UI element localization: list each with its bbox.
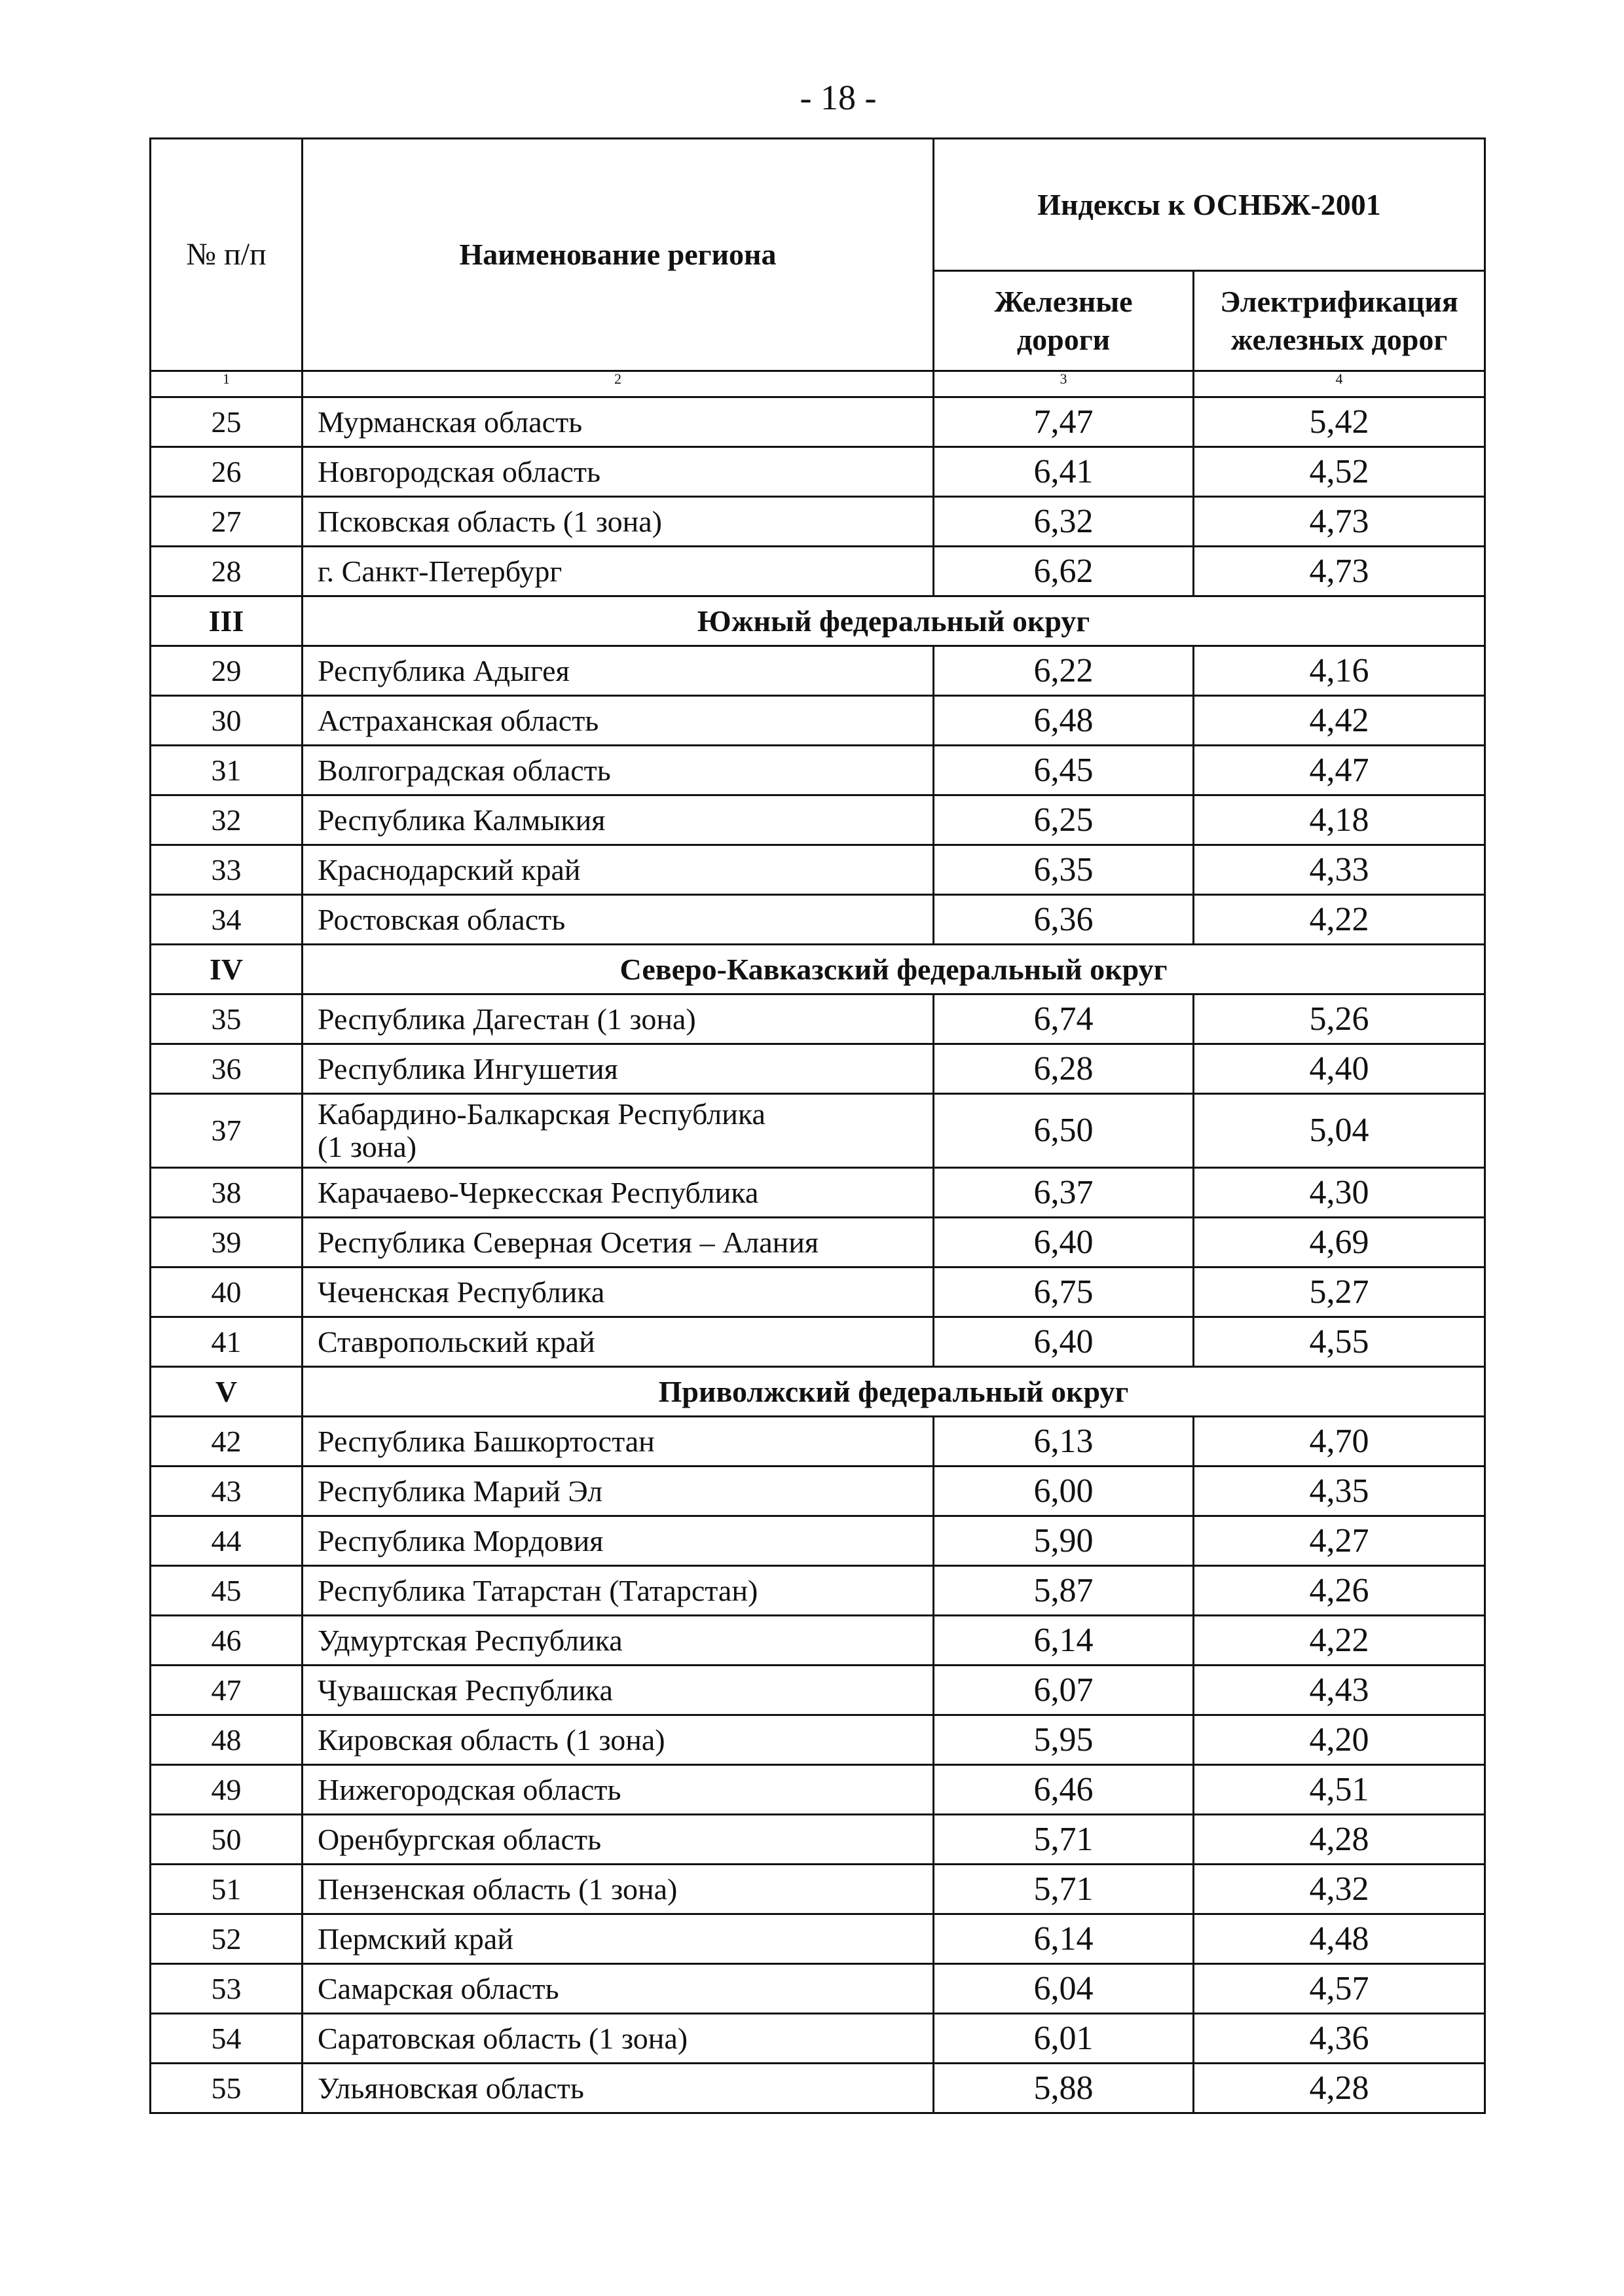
row-number: 42 xyxy=(151,1417,303,1467)
table-row xyxy=(151,1467,1485,1516)
electrification-index: 4,51 xyxy=(1194,1765,1485,1815)
region-name: Новгородская область xyxy=(303,447,934,497)
railway-index: 6,14 xyxy=(934,1914,1194,1964)
table-row xyxy=(151,1914,1485,1964)
electrification-index: 4,57 xyxy=(1194,1964,1485,2014)
region-name: Карачаево-Черкесская Республика xyxy=(303,1168,934,1218)
region-name: Оренбургская область xyxy=(303,1815,934,1865)
table-row xyxy=(151,1317,1485,1367)
railway-index: 6,04 xyxy=(934,1964,1194,2014)
region-name: Удмуртская Республика xyxy=(303,1616,934,1666)
table-row xyxy=(151,994,1485,1044)
railway-index: 5,88 xyxy=(934,2064,1194,2113)
table-row xyxy=(151,895,1485,945)
region-name: Волгоградская область xyxy=(303,746,934,795)
railway-index: 6,35 xyxy=(934,845,1194,895)
table-row xyxy=(151,397,1485,447)
table-row xyxy=(151,447,1485,497)
railway-index: 6,62 xyxy=(934,547,1194,596)
row-number: 48 xyxy=(151,1715,303,1765)
district-title: Южный федеральный округ xyxy=(303,596,1485,646)
row-number: 53 xyxy=(151,1964,303,2014)
electrification-index: 4,73 xyxy=(1194,497,1485,547)
row-number: 52 xyxy=(151,1914,303,1964)
railway-index: 6,01 xyxy=(934,2014,1194,2064)
row-number: 31 xyxy=(151,746,303,795)
region-name: Республика Башкортостан xyxy=(303,1417,934,1467)
header-electrification-line2: железных дорог xyxy=(1230,323,1448,356)
district-roman-number: III xyxy=(151,596,303,646)
region-name-line1: Кабардино-Балкарская Республика xyxy=(318,1097,766,1131)
row-number: 25 xyxy=(151,397,303,447)
electrification-index: 5,27 xyxy=(1194,1267,1485,1317)
region-name: Ульяновская область xyxy=(303,2064,934,2113)
region-name: Псковская область (1 зона) xyxy=(303,497,934,547)
table-row xyxy=(151,845,1485,895)
row-number: 40 xyxy=(151,1267,303,1317)
table-row xyxy=(151,1094,1485,1168)
page-number: - 18 - xyxy=(800,78,877,117)
header-electrification xyxy=(1194,271,1485,371)
region-name: г. Санкт-Петербург xyxy=(303,547,934,596)
region-index-table xyxy=(149,137,1486,2114)
region-name: Краснодарский край xyxy=(303,845,934,895)
electrification-index: 4,52 xyxy=(1194,447,1485,497)
district-title: Северо-Кавказский федеральный округ xyxy=(303,945,1485,994)
electrification-index: 4,48 xyxy=(1194,1914,1485,1964)
row-number: 34 xyxy=(151,895,303,945)
electrification-index: 4,73 xyxy=(1194,547,1485,596)
table-row xyxy=(151,1267,1485,1317)
electrification-index: 4,70 xyxy=(1194,1417,1485,1467)
row-number: 55 xyxy=(151,2064,303,2113)
railway-index: 7,47 xyxy=(934,397,1194,447)
railway-index: 6,22 xyxy=(934,646,1194,696)
table-row xyxy=(151,1516,1485,1566)
region-name: Республика Дагестан (1 зона) xyxy=(303,994,934,1044)
row-number: 39 xyxy=(151,1218,303,1267)
table-row xyxy=(151,1666,1485,1715)
header-index-group: Индексы к ОСНБЖ-2001 xyxy=(934,139,1485,271)
electrification-index: 4,47 xyxy=(1194,746,1485,795)
header-number: № п/п xyxy=(151,139,303,371)
row-number: 45 xyxy=(151,1566,303,1616)
row-number: 28 xyxy=(151,547,303,596)
row-number: 50 xyxy=(151,1815,303,1865)
railway-index: 5,90 xyxy=(934,1516,1194,1566)
region-name: Республика Мордовия xyxy=(303,1516,934,1566)
region-name xyxy=(303,1094,934,1168)
table-row xyxy=(151,1865,1485,1914)
district-section-row xyxy=(151,1367,1485,1417)
railway-index: 6,46 xyxy=(934,1765,1194,1815)
table-row xyxy=(151,547,1485,596)
district-roman-number: V xyxy=(151,1367,303,1417)
row-number: 29 xyxy=(151,646,303,696)
electrification-index: 4,32 xyxy=(1194,1865,1485,1914)
row-number: 41 xyxy=(151,1317,303,1367)
railway-index: 6,14 xyxy=(934,1616,1194,1666)
railway-index: 5,71 xyxy=(934,1815,1194,1865)
railway-index: 6,13 xyxy=(934,1417,1194,1467)
row-number: 35 xyxy=(151,994,303,1044)
electrification-index: 4,27 xyxy=(1194,1516,1485,1566)
electrification-index: 4,36 xyxy=(1194,2014,1485,2064)
row-number: 37 xyxy=(151,1094,303,1168)
railway-index: 6,50 xyxy=(934,1094,1194,1168)
region-name: Чувашская Республика xyxy=(303,1666,934,1715)
column-number-3: 3 xyxy=(934,371,1194,397)
electrification-index: 4,28 xyxy=(1194,2064,1485,2113)
railway-index: 5,95 xyxy=(934,1715,1194,1765)
railway-index: 6,74 xyxy=(934,994,1194,1044)
column-number-4: 4 xyxy=(1194,371,1485,397)
region-name: Ростовская область xyxy=(303,895,934,945)
railway-index: 6,75 xyxy=(934,1267,1194,1317)
table-row xyxy=(151,1168,1485,1218)
railway-index: 6,28 xyxy=(934,1044,1194,1094)
electrification-index: 4,22 xyxy=(1194,1616,1485,1666)
railway-index: 5,71 xyxy=(934,1865,1194,1914)
electrification-index: 5,04 xyxy=(1194,1094,1485,1168)
railway-index: 6,32 xyxy=(934,497,1194,547)
row-number: 54 xyxy=(151,2014,303,2064)
region-name: Саратовская область (1 зона) xyxy=(303,2014,934,2064)
electrification-index: 4,20 xyxy=(1194,1715,1485,1765)
table-row xyxy=(151,795,1485,845)
table-row xyxy=(151,1964,1485,2014)
electrification-index: 4,42 xyxy=(1194,696,1485,746)
railway-index: 6,00 xyxy=(934,1467,1194,1516)
header-railways-line2: дороги xyxy=(1016,323,1111,356)
railway-index: 6,07 xyxy=(934,1666,1194,1715)
row-number: 38 xyxy=(151,1168,303,1218)
railway-index: 6,48 xyxy=(934,696,1194,746)
region-name: Республика Калмыкия xyxy=(303,795,934,845)
railway-index: 6,45 xyxy=(934,746,1194,795)
row-number: 49 xyxy=(151,1765,303,1815)
region-name: Ставропольский край xyxy=(303,1317,934,1367)
table-row xyxy=(151,1417,1485,1467)
row-number: 32 xyxy=(151,795,303,845)
table-row xyxy=(151,1765,1485,1815)
railway-index: 6,25 xyxy=(934,795,1194,845)
district-section-row xyxy=(151,945,1485,994)
electrification-index: 4,35 xyxy=(1194,1467,1485,1516)
region-name: Республика Адыгея xyxy=(303,646,934,696)
electrification-index: 4,16 xyxy=(1194,646,1485,696)
table-row xyxy=(151,2064,1485,2113)
header-region-name: Наименование региона xyxy=(303,139,934,371)
railway-index: 5,87 xyxy=(934,1566,1194,1616)
electrification-index: 4,28 xyxy=(1194,1815,1485,1865)
electrification-index: 4,69 xyxy=(1194,1218,1485,1267)
railway-index: 6,37 xyxy=(934,1168,1194,1218)
railway-index: 6,41 xyxy=(934,447,1194,497)
row-number: 36 xyxy=(151,1044,303,1094)
table-row xyxy=(151,1815,1485,1865)
row-number: 30 xyxy=(151,696,303,746)
table-row xyxy=(151,2014,1485,2064)
table-row xyxy=(151,1044,1485,1094)
table-row xyxy=(151,1566,1485,1616)
row-number: 44 xyxy=(151,1516,303,1566)
electrification-index: 5,26 xyxy=(1194,994,1485,1044)
railway-index: 6,36 xyxy=(934,895,1194,945)
electrification-index: 4,55 xyxy=(1194,1317,1485,1367)
district-section-row xyxy=(151,596,1485,646)
column-number-1: 1 xyxy=(151,371,303,397)
electrification-index: 4,33 xyxy=(1194,845,1485,895)
electrification-index: 4,40 xyxy=(1194,1044,1485,1094)
row-number: 26 xyxy=(151,447,303,497)
district-roman-number: IV xyxy=(151,945,303,994)
row-number: 33 xyxy=(151,845,303,895)
region-name: Кировская область (1 зона) xyxy=(303,1715,934,1765)
railway-index: 6,40 xyxy=(934,1218,1194,1267)
table-row xyxy=(151,646,1485,696)
table-row xyxy=(151,746,1485,795)
electrification-index: 5,42 xyxy=(1194,397,1485,447)
region-name: Республика Марий Эл xyxy=(303,1467,934,1516)
electrification-index: 4,22 xyxy=(1194,895,1485,945)
header-electrification-line1: Электрификация xyxy=(1220,285,1458,318)
header-railways xyxy=(934,271,1194,371)
region-name: Республика Северная Осетия – Алания xyxy=(303,1218,934,1267)
region-name: Астраханская область xyxy=(303,696,934,746)
electrification-index: 4,26 xyxy=(1194,1566,1485,1616)
row-number: 43 xyxy=(151,1467,303,1516)
column-number-2: 2 xyxy=(303,371,934,397)
region-name: Самарская область xyxy=(303,1964,934,2014)
table-row xyxy=(151,1616,1485,1666)
row-number: 46 xyxy=(151,1616,303,1666)
row-number: 51 xyxy=(151,1865,303,1914)
table-row xyxy=(151,497,1485,547)
electrification-index: 4,30 xyxy=(1194,1168,1485,1218)
region-name: Пермский край xyxy=(303,1914,934,1964)
region-name-line2: (1 зона) xyxy=(318,1130,417,1163)
region-name: Мурманская область xyxy=(303,397,934,447)
table-row xyxy=(151,1218,1485,1267)
header-railways-line1: Железные xyxy=(994,285,1133,318)
electrification-index: 4,43 xyxy=(1194,1666,1485,1715)
table-row xyxy=(151,1715,1485,1765)
region-name: Чеченская Республика xyxy=(303,1267,934,1317)
region-name: Нижегородская область xyxy=(303,1765,934,1815)
row-number: 27 xyxy=(151,497,303,547)
row-number: 47 xyxy=(151,1666,303,1715)
district-title: Приволжский федеральный округ xyxy=(303,1367,1485,1417)
table-row xyxy=(151,696,1485,746)
region-name: Республика Татарстан (Татарстан) xyxy=(303,1566,934,1616)
region-name: Пензенская область (1 зона) xyxy=(303,1865,934,1914)
railway-index: 6,40 xyxy=(934,1317,1194,1367)
region-name: Республика Ингушетия xyxy=(303,1044,934,1094)
electrification-index: 4,18 xyxy=(1194,795,1485,845)
